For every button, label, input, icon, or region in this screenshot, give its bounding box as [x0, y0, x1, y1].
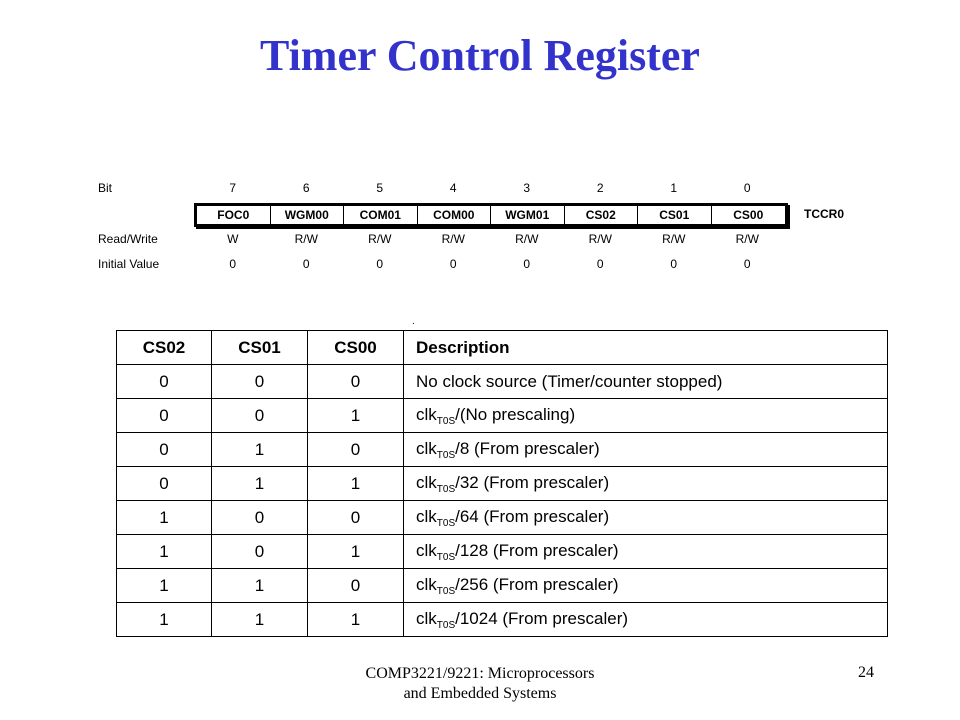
cell-cs01: 0 — [212, 365, 308, 399]
header-cs02: CS02 — [117, 331, 212, 365]
bit-number: 6 — [302, 181, 310, 195]
table-row — [117, 433, 888, 467]
cell-cs01: 1 — [212, 467, 308, 501]
initial-value: 0 — [670, 257, 678, 271]
rw-value: R/W — [294, 232, 318, 246]
register-field: WGM00 — [271, 206, 345, 224]
register-fields — [194, 203, 788, 227]
register-diagram — [0, 0, 960, 300]
table-row — [117, 569, 888, 603]
rw-value: R/W — [368, 232, 392, 246]
register-field: WGM01 — [491, 206, 565, 224]
cell-cs02: 1 — [117, 501, 212, 535]
table-row — [117, 501, 888, 535]
initial-value: 0 — [302, 257, 310, 271]
rw-value: W — [227, 232, 239, 246]
bit-number: 5 — [376, 181, 384, 195]
table-header-row — [117, 331, 888, 365]
cell-cs01: 1 — [212, 433, 308, 467]
read-write-label: Read/Write — [98, 232, 158, 246]
rw-value: R/W — [441, 232, 465, 246]
initial-value: 0 — [743, 257, 751, 271]
slide-title: Timer Control Register — [260, 31, 700, 80]
register-field: COM00 — [418, 206, 492, 224]
cell-description: clk$_{T0S}$/32 (From prescaler) — [404, 467, 888, 501]
cell-cs00: 1 — [308, 399, 404, 433]
register-field: CS01 — [638, 206, 712, 224]
initial-value-label: Initial Value — [98, 257, 160, 271]
bit-number: 1 — [670, 181, 678, 195]
cell-cs01: 0 — [212, 399, 308, 433]
header-description: Description — [404, 331, 888, 365]
cell-description: clk$_{T0S}$/8 (From prescaler) — [404, 433, 888, 467]
bit-number: 2 — [596, 181, 604, 195]
cell-cs02: 0 — [117, 399, 212, 433]
rw-value: R/W — [515, 232, 539, 246]
cell-cs01: 1 — [212, 569, 308, 603]
initial-value: 0 — [523, 257, 531, 271]
cell-cs00: 0 — [308, 501, 404, 535]
read-write-values — [196, 232, 784, 246]
cell-cs00: 0 — [308, 433, 404, 467]
cell-cs00: 1 — [308, 467, 404, 501]
rw-value: R/W — [588, 232, 612, 246]
cell-cs01: 1 — [212, 603, 308, 637]
cell-description: clk$_{T0S}$/64 (From prescaler) — [404, 501, 888, 535]
cell-description: No clock source (Timer/counter stopped) — [404, 365, 888, 399]
bit-number: 0 — [743, 181, 751, 195]
initial-value: 0 — [376, 257, 384, 271]
cell-cs02: 1 — [117, 603, 212, 637]
course-footer — [300, 664, 660, 704]
cell-cs02: 0 — [117, 433, 212, 467]
cell-cs00: 0 — [308, 569, 404, 603]
initial-value: 0 — [229, 257, 237, 271]
cell-cs02: 0 — [117, 467, 212, 501]
table-row — [117, 467, 888, 501]
course-name: COMP3221/9221: Microprocessors — [365, 665, 595, 682]
register-field: COM01 — [344, 206, 418, 224]
bit-numbers — [196, 181, 784, 195]
course-name-line2: and Embedded Systems — [403, 685, 557, 702]
bit-number: 4 — [449, 181, 457, 195]
page-number: 24 — [858, 664, 874, 681]
table-row — [117, 603, 888, 637]
table-row — [117, 535, 888, 569]
initial-values — [196, 257, 784, 271]
cell-cs02: 1 — [117, 569, 212, 603]
initial-value: 0 — [449, 257, 457, 271]
cell-cs00: 1 — [308, 603, 404, 637]
header-cs01: CS01 — [212, 331, 308, 365]
cell-cs00: 0 — [308, 365, 404, 399]
bit-number: 7 — [229, 181, 237, 195]
cell-description: clk$_{T0S}$/128 (From prescaler) — [404, 535, 888, 569]
cell-cs01: 0 — [212, 501, 308, 535]
cell-cs01: 0 — [212, 535, 308, 569]
cell-description: clk$_{T0S}$/(No prescaling) — [404, 399, 888, 433]
cell-description: clk$_{T0S}$/256 (From prescaler) — [404, 569, 888, 603]
cell-cs02: 0 — [117, 365, 212, 399]
register-field: CS00 — [733, 208, 764, 222]
register-field: FOC0 — [197, 206, 271, 224]
cell-description: clk$_{T0S}$/1024 (From prescaler) — [404, 603, 888, 637]
initial-value: 0 — [596, 257, 604, 271]
table-row — [117, 399, 888, 433]
rw-value: R/W — [662, 232, 686, 246]
register-name: TCCR0 — [804, 207, 845, 221]
cell-cs00: 1 — [308, 535, 404, 569]
register-field: CS02 — [565, 206, 639, 224]
stray-mark: . — [412, 316, 415, 327]
cell-cs02: 1 — [117, 535, 212, 569]
bit-label: Bit — [98, 181, 113, 195]
rw-value: R/W — [735, 232, 759, 246]
bit-number: 3 — [523, 181, 531, 195]
clock-select-table — [116, 330, 888, 637]
header-cs00: CS00 — [308, 331, 404, 365]
table-row — [117, 365, 888, 399]
